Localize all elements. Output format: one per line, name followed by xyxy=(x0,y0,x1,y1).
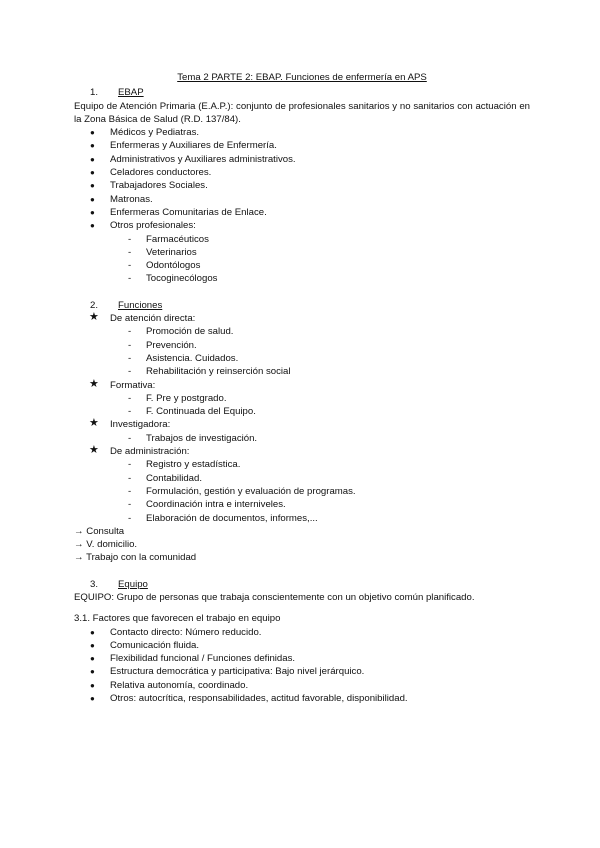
dash-icon: - xyxy=(128,512,132,524)
administracion-list xyxy=(74,458,530,524)
list-item: - Elaboración de documentos, informes,... xyxy=(128,512,318,524)
star-icon: ★ xyxy=(89,377,99,390)
list-item: - F. Continuada del Equipo. xyxy=(128,406,256,418)
list-item: - Registro y estadística. xyxy=(128,459,241,471)
dash-icon: - xyxy=(128,246,132,258)
investigadora-list xyxy=(74,432,530,445)
list-item: - Promoción de salud. xyxy=(128,326,234,338)
section-3-heading xyxy=(74,578,530,591)
list-item: - Trabajos de investigación. xyxy=(128,432,258,444)
list-item: - Odontólogos xyxy=(128,260,201,272)
list-item: - Rehabilitación y reinserción social xyxy=(128,366,291,378)
dash-icon: - xyxy=(128,472,132,484)
section-label: Funciones xyxy=(118,299,163,311)
dash-icon: - xyxy=(128,432,132,444)
section-number: 3. xyxy=(90,578,99,590)
dash-icon: - xyxy=(128,233,132,245)
list-item: ● Médicos y Pediatras. xyxy=(90,127,200,139)
funciones-list xyxy=(74,312,530,325)
document-page xyxy=(74,71,530,705)
list-item: ● Administrativos y Auxiliares administrativos. xyxy=(90,153,296,165)
list-item: ● Otros profesionales: xyxy=(90,220,196,232)
list-item: - Tocoginecólogos xyxy=(128,273,218,285)
bullet-icon: ● xyxy=(90,154,95,164)
list-item: ● Enfermeras y Auxiliares de Enfermería. xyxy=(90,140,277,152)
star-icon: ★ xyxy=(89,444,99,457)
dash-icon: - xyxy=(128,499,132,511)
arrow-item-consulta: → Consulta xyxy=(74,525,125,537)
list-item: - Farmacéuticos xyxy=(128,233,209,245)
list-item: ● Contacto directo: Número reducido. xyxy=(90,626,262,638)
list-item: ● Matronas. xyxy=(90,193,153,205)
dash-icon: - xyxy=(128,326,132,338)
section-label: EBAP xyxy=(118,87,144,99)
list-item: ● Trabajadores Sociales. xyxy=(90,180,208,192)
bullet-icon: ● xyxy=(90,654,95,664)
dash-icon: - xyxy=(128,366,132,378)
arrow-item-comunidad: → Trabajo con la comunidad xyxy=(74,552,197,564)
list-item: - F. Pre y postgrado. xyxy=(128,392,227,404)
list-item: - Formulación, gestión y evaluación de programas. xyxy=(128,485,356,497)
section-1-heading xyxy=(74,86,530,99)
bullet-icon: ● xyxy=(90,128,95,138)
document-title: Tema 2 PARTE 2: EBAP. Funciones de enfermería en APS xyxy=(177,72,427,83)
bullet-icon: ● xyxy=(90,207,95,217)
dash-icon: - xyxy=(128,406,132,418)
list-item: ● Estructura democrática y participativa: Bajo nivel jerárquico. xyxy=(90,666,365,678)
list-item: - Coordinación intra e interniveles. xyxy=(128,499,286,511)
factores-list xyxy=(74,626,530,706)
list-item: ● Comunicación fluida. xyxy=(90,639,200,651)
ebap-definition: Equipo de Atención Primaria (E.A.P.): conjunto de profesionales sanitarios y no sanitarios con actuación en la Zona Básica de Salud (R.D. 137/84). xyxy=(74,100,530,125)
arrow-item-domicilio: → V. domicilio. xyxy=(74,539,138,551)
funcion-group-atencion: ★ De atención directa: xyxy=(89,311,196,325)
bullet-icon: ● xyxy=(90,640,95,650)
star-icon: ★ xyxy=(89,311,99,324)
dash-icon: - xyxy=(128,352,132,364)
formativa-list xyxy=(74,392,530,419)
star-icon: ★ xyxy=(89,417,99,430)
list-item: - Veterinarios xyxy=(128,246,197,258)
funcion-group-formativa: ★ Formativa: xyxy=(89,377,156,391)
list-item: ● Flexibilidad funcional / Funciones definidas. xyxy=(90,653,296,665)
funcion-group-investigadora: ★ Investigadora: xyxy=(89,417,171,431)
list-item: - Prevención. xyxy=(128,339,197,351)
ebap-members-list xyxy=(74,126,530,232)
dash-icon: - xyxy=(128,392,132,404)
bullet-icon: ● xyxy=(90,168,95,178)
atencion-directa-list xyxy=(74,325,530,378)
list-item: - Asistencia. Cuidados. xyxy=(128,352,239,364)
bullet-icon: ● xyxy=(90,627,95,637)
bullet-icon: ● xyxy=(90,221,95,231)
section-label: Equipo xyxy=(118,578,148,590)
list-item: ● Relativa autonomía, coordinado. xyxy=(90,679,249,691)
list-item: ● Otros: autocrítica, responsabilidades, actitud favorable, disponibilidad. xyxy=(90,693,408,705)
section-number: 2. xyxy=(90,299,99,311)
section-number: 1. xyxy=(90,87,99,99)
bullet-icon: ● xyxy=(90,141,95,151)
bullet-icon: ● xyxy=(90,181,95,191)
funcion-group-administracion: ★ De administración: xyxy=(89,444,190,458)
equipo-definition: EQUIPO: Grupo de personas que trabaja conscientemente con un objetivo común planificado. xyxy=(74,591,475,603)
dash-icon: - xyxy=(128,273,132,285)
bullet-icon: ● xyxy=(90,694,95,704)
list-item: ● Enfermeras Comunitarias de Enlace. xyxy=(90,206,267,218)
bullet-icon: ● xyxy=(90,194,95,204)
dash-icon: - xyxy=(128,260,132,272)
bullet-icon: ● xyxy=(90,667,95,677)
subsection-title: 3.1. Factores que favorecen el trabajo en equipo xyxy=(74,613,281,625)
dash-icon: - xyxy=(128,339,132,351)
dash-icon: - xyxy=(128,485,132,497)
bullet-icon: ● xyxy=(90,680,95,690)
section-2-heading xyxy=(74,299,530,312)
otros-profesionales-list xyxy=(74,233,530,286)
dash-icon: - xyxy=(128,459,132,471)
list-item: - Contabilidad. xyxy=(128,472,203,484)
list-item: ● Celadores conductores. xyxy=(90,167,212,179)
